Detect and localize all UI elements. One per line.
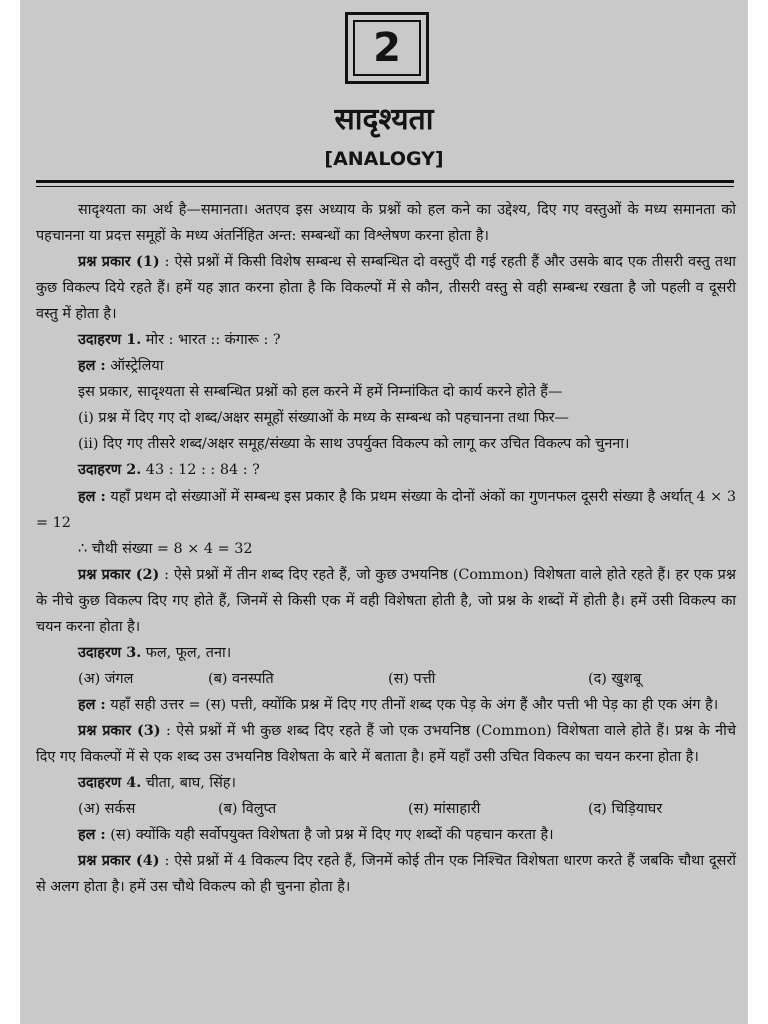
- example4-option-b: (ब) विलुप्त: [218, 801, 277, 818]
- intro-paragraph: सादृश्यता का अर्थ है—समानता। अतएव इस अध्याय के प्रश्नों को हल कने का उद्देश्य, दिए गए वस्तुओं के मध्य समानता को पहचानना या प्रदत्त समूहों के मध्य अंतर्निहित अन्त: सम्बन्धों का विश्लेषण करना होता है।: [36, 202, 736, 245]
- example3-solution-label: हल :: [78, 695, 106, 713]
- example4-solution: [36, 822, 736, 848]
- example1-solution-label: हल :: [78, 357, 106, 375]
- title-rule-thick: [36, 180, 734, 183]
- example3-solution-text: यहाँ सही उत्तर = (स) पत्ती, क्योंकि प्रश्न में दिए गए तीनों शब्द एक पेड़ के अंग हैं और पत्ती भी पेड़ का ही एक अंग है।: [105, 696, 719, 713]
- example2-solution-text: यहाँ प्रथम दो संख्याओं में सम्बन्ध इस प्रकार है कि प्रथम संख्या के दोनों अंकों का गुणनफल दूसरी संख्या है अर्थात् 4 × 3 = 12: [36, 488, 736, 531]
- type1-paragraph: [36, 249, 736, 327]
- chapter-subtitle: [ANALOGY]: [324, 148, 444, 170]
- example1-question: [36, 327, 736, 353]
- example4-solution-label: हल :: [78, 826, 106, 844]
- method-step-2: (ii) दिए गए तीसरे शब्द/अक्षर समूह/संख्या के साथ उपर्युक्त विकल्प को लागू कर उचित विकल्प को चुनना।: [78, 436, 630, 453]
- example3-option-a: (अ) जंगल: [78, 670, 134, 687]
- type3-label: प्रश्न प्रकार (3): [78, 721, 161, 739]
- example4-question: [36, 770, 736, 796]
- example4-label: उदाहरण 4.: [78, 774, 142, 792]
- type1-label: प्रश्न प्रकार (1): [78, 253, 160, 271]
- example1-text: मोर : भारत :: कंगारू : ?: [141, 332, 281, 349]
- example3-solution: [36, 692, 736, 718]
- example4-solution-text: (स) क्योंकि यही सर्वोपयुक्त विशेषता है जो प्रश्न में दिए गए शब्दों की पहचान करता है।: [105, 827, 554, 844]
- type4-label: प्रश्न प्रकार (4): [78, 852, 160, 870]
- example1-solution: [36, 353, 736, 379]
- type4-paragraph: [36, 848, 736, 900]
- example2-label: उदाहरण 2.: [78, 461, 142, 479]
- example3-options: [36, 666, 736, 692]
- type3-text: : ऐसे प्रश्नों में भी कुछ शब्द दिए रहते हैं जो एक उभयनिष्ठ (Common) विशेषता वाले होते हैं। प्रश्न के नीचे दिए गए विकल्पों में से एक शब्द उस उभयनिष्ठ विशेषता के बारे में बताता है। हमें यहाँ उसी उचित विकल्प का चयन करना होता है।: [36, 722, 736, 765]
- chapter-number: 2: [353, 20, 421, 76]
- example4-text: चीता, बाघ, सिंह।: [141, 775, 236, 792]
- example1-solution-text: ऑस्ट्रेलिया: [105, 358, 164, 375]
- example2-solution: [36, 484, 736, 536]
- type4-text: : ऐसे प्रश्नों में 4 विकल्प दिए रहते हैं, जिनमें कोई तीन एक निश्चित विशेषता धारण करते हैं जबकि चौथा दूसरों से अलग होता है। हमें उस चौथे विकल्प को ही चुनना होता है।: [36, 853, 736, 896]
- example3-question: [36, 640, 736, 666]
- example3-label: उदाहरण 3.: [78, 643, 142, 661]
- example2-question: [36, 457, 736, 483]
- example4-option-d: (द) चिड़ियाघर: [588, 801, 663, 818]
- example4-option-a: (अ) सर्कस: [78, 801, 136, 818]
- chapter-body: [36, 197, 736, 900]
- book-page: [20, 0, 748, 1024]
- type2-paragraph: [36, 562, 736, 640]
- method-paragraph: इस प्रकार, सादृश्यता से सम्बन्धित प्रश्नों को हल करने में हमें निम्नांकित दो कार्य करने होते हैं—: [78, 384, 563, 401]
- chapter-number-box: [345, 12, 429, 84]
- method-step-1: (i) प्रश्न में दिए गए दो शब्द/अक्षर समूहों संख्याओं के मध्य के सम्बन्ध को पहचानना तथा फिर—: [78, 410, 569, 427]
- example2-conclusion: ∴ चौथी संख्या = 8 × 4 = 32: [78, 540, 253, 557]
- example4-option-c: (स) मांसाहारी: [408, 801, 481, 818]
- type2-text: : ऐसे प्रश्नों में तीन शब्द दिए रहते हैं, जो कुछ उभयनिष्ठ (Common) विशेषता वाले होते रहते हैं। हर एक प्रश्न के नीचे कुछ विकल्प दिए गए होते हैं, जिनमें से किसी एक में वही विशेषता होती है, जो प्रश्न के शब्दों में होती है। हमें उसी विकल्प का चयन करना होता है।: [36, 566, 736, 635]
- type2-label: प्रश्न प्रकार (2): [78, 565, 160, 583]
- title-rule-thin: [36, 186, 734, 187]
- type3-paragraph: [36, 718, 736, 770]
- example3-option-b: (ब) वनस्पति: [208, 670, 274, 687]
- type1-text: : ऐसे प्रश्नों में किसी विशेष सम्बन्ध से सम्बन्धित दो वस्तुएँ दी गई रहती हैं और उसके बाद एक तीसरी वस्तु तथा कुछ विकल्प दिये रहते हैं। हमें यह ज्ञात करना होता है कि विकल्पों में से कौन, तीसरी वस्तु से वही सम्बन्ध रखता है जो पहली व दूसरी वस्तु में होता है।: [36, 254, 736, 323]
- example2-solution-label: हल :: [78, 487, 106, 505]
- example3-text: फल, फूल, तना।: [141, 644, 232, 661]
- example3-option-c: (स) पत्ती: [388, 670, 436, 687]
- chapter-title: सादृश्यता: [334, 102, 434, 137]
- example2-text: 43 : 12 : : 84 : ?: [141, 462, 260, 479]
- example4-options: [36, 796, 736, 822]
- example3-option-d: (द) खुशबू: [588, 670, 642, 687]
- example1-label: उदाहरण 1.: [78, 331, 142, 349]
